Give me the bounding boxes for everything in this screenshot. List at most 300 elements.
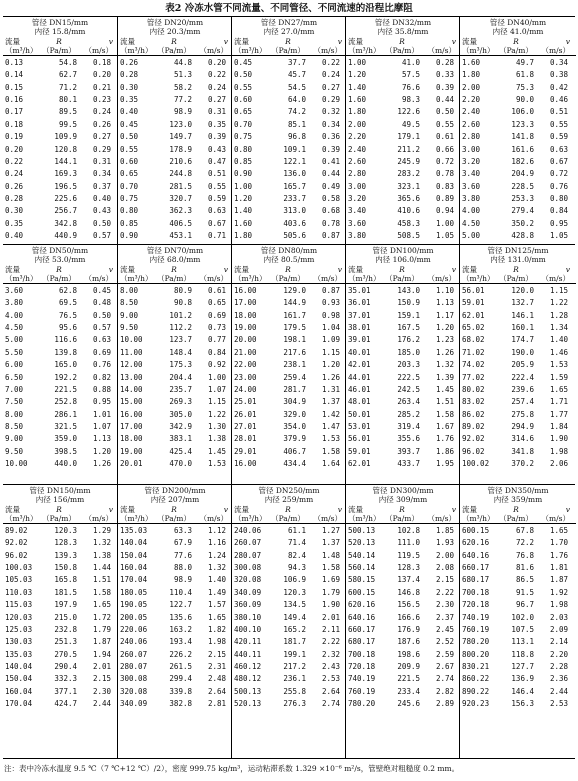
resistance-cell: 508.5 (397, 231, 420, 241)
unit-header-row (346, 514, 460, 524)
velocity-cell: 0.80 (549, 193, 568, 203)
velocity-cell: 1.90 (549, 434, 568, 444)
pipe-size-block (345, 485, 460, 759)
flow-cell: 125.03 (5, 624, 33, 634)
table-row (460, 384, 576, 396)
flow-cell: 160.04 (5, 686, 33, 696)
table-row (232, 396, 346, 408)
table-row (118, 119, 232, 131)
resistance-cell: 403.6 (283, 218, 306, 228)
velocity-cell: 2.45 (435, 624, 454, 634)
flow-cell: 760.19 (348, 686, 376, 696)
resistance-cell: 62.7 (58, 70, 77, 80)
resistance-cell: 190.0 (511, 347, 534, 357)
velocity-cell: 1.16 (207, 538, 226, 548)
velocity-cell: 2.15 (207, 649, 226, 659)
velocity-cell: 1.71 (549, 397, 568, 407)
flow-cell: 10.00 (5, 459, 28, 469)
resistance-unit: （Pa/m） (42, 46, 76, 55)
flow-cell: 2.40 (462, 107, 481, 117)
resistance-cell: 281.7 (283, 384, 306, 394)
velocity-cell: 1.57 (207, 600, 226, 610)
resistance-cell: 320.7 (169, 193, 192, 203)
resistance-cell: 233.7 (283, 193, 306, 203)
flow-cell: 0.19 (5, 132, 24, 142)
velocity-header: v (337, 37, 342, 46)
resistance-cell: 398.5 (54, 446, 77, 456)
resistance-cell: 156.3 (511, 699, 534, 709)
table-row (3, 94, 117, 106)
table-row (3, 168, 117, 180)
velocity-cell: 1.58 (321, 446, 340, 456)
velocity-cell: 0.27 (207, 95, 226, 105)
resistance-cell: 313.0 (283, 206, 306, 216)
resistance-cell: 362.3 (169, 206, 192, 216)
velocity-cell: 0.98 (321, 310, 340, 320)
flow-cell: 9.50 (5, 446, 24, 456)
flow-cell: 96.02 (462, 446, 485, 456)
velocity-cell: 1.20 (92, 446, 111, 456)
velocity-header: v (223, 265, 228, 274)
velocity-cell: 0.55 (207, 181, 226, 191)
resistance-cell: 276.3 (283, 699, 306, 709)
flow-header: 流量 (5, 37, 20, 46)
flow-cell: 280.07 (234, 550, 262, 560)
resistance-cell: 90.0 (515, 95, 534, 105)
table-row (3, 458, 117, 470)
velocity-cell: 1.70 (549, 538, 568, 548)
resistance-cell: 222.5 (397, 372, 420, 382)
velocity-cell: 0.44 (321, 169, 340, 179)
velocity-cell: 1.58 (92, 587, 111, 597)
flow-cell: 20.00 (234, 335, 257, 345)
flow-cell: 140.04 (120, 538, 148, 548)
velocity-cell: 1.46 (549, 347, 568, 357)
data-rows (3, 57, 117, 242)
flow-cell: 3.20 (348, 193, 367, 203)
pipe-inner-diameter: 内径 27.0/mm (263, 27, 315, 36)
flow-cell: 5.50 (5, 347, 24, 357)
resistance-cell: 80.9 (173, 286, 192, 295)
flow-unit: （m³/h） (234, 514, 267, 523)
flow-cell: 11.00 (120, 347, 143, 357)
velocity-unit: （m/s） (427, 514, 456, 523)
table-row (460, 156, 576, 168)
flow-cell: 8.50 (5, 421, 24, 431)
flow-unit: （m³/h） (348, 274, 381, 283)
flow-cell: 3.00 (462, 144, 481, 154)
resistance-cell: 63.3 (173, 526, 192, 535)
pipe-nominal-size: 管径 DN300/mm (372, 486, 434, 495)
velocity-cell: 2.64 (321, 686, 340, 696)
table-row (232, 57, 346, 69)
flow-cell: 0.26 (5, 181, 24, 191)
resistance-cell: 321.5 (54, 421, 77, 431)
flow-cell: 86.02 (462, 409, 485, 419)
velocity-cell: 2.52 (435, 637, 454, 647)
flow-cell: 2.00 (462, 82, 481, 92)
velocity-header: v (451, 37, 456, 46)
velocity-cell: 1.51 (92, 575, 111, 585)
pipe-size-block (459, 17, 576, 244)
table-row (346, 57, 460, 69)
resistance-cell: 221.5 (397, 674, 420, 684)
resistance-cell: 57.5 (401, 70, 420, 80)
table-row (460, 458, 576, 470)
table-row (460, 57, 576, 69)
resistance-header: R (513, 265, 519, 274)
pipe-size-block (459, 245, 576, 485)
table-row (460, 297, 576, 309)
table-row (3, 384, 117, 396)
velocity-cell: 0.28 (435, 58, 454, 67)
resistance-cell: 44.8 (173, 58, 192, 67)
unit-header-row (3, 514, 117, 524)
table-row (460, 230, 576, 242)
velocity-cell: 1.37 (321, 397, 340, 407)
resistance-cell: 259.4 (283, 372, 306, 382)
flow-cell: 92.02 (462, 434, 485, 444)
resistance-cell: 251.3 (54, 637, 77, 647)
resistance-cell: 99.5 (58, 119, 77, 129)
table-row (346, 82, 460, 94)
flow-cell: 300.08 (234, 563, 262, 573)
resistance-cell: 225.6 (54, 193, 77, 203)
pipe-inner-diameter: 内径 259/mm (264, 495, 314, 504)
table-row (118, 57, 232, 69)
flow-cell: 3.60 (5, 286, 24, 295)
table-row (118, 69, 232, 81)
flow-cell: 6.50 (5, 372, 24, 382)
velocity-cell: 2.74 (321, 699, 340, 709)
table-row (3, 297, 117, 309)
velocity-cell: 0.55 (435, 119, 454, 129)
pipe-inner-diameter: 内径 35.8/mm (377, 27, 429, 36)
pipe-inner-diameter: 内径 156/mm (35, 495, 85, 504)
velocity-cell: 1.86 (435, 446, 454, 456)
flow-cell: 16.00 (234, 459, 257, 469)
resistance-cell: 370.2 (511, 459, 534, 469)
table-row (232, 698, 346, 710)
flow-header: 流量 (348, 37, 363, 46)
table-row (118, 686, 232, 698)
flow-cell: 3.00 (348, 181, 367, 191)
velocity-cell: 1.79 (92, 624, 111, 634)
velocity-cell: 2.08 (435, 563, 454, 573)
velocity-cell: 0.35 (207, 119, 226, 129)
pipe-nominal-size: 管径 DN100/mm (372, 246, 434, 255)
flow-cell: 260.07 (120, 649, 148, 659)
table-row (460, 218, 576, 230)
flow-cell: 27.01 (234, 421, 257, 431)
velocity-cell: 1.20 (435, 323, 454, 333)
resistance-cell: 314.6 (511, 434, 534, 444)
flow-cell: 420.11 (234, 637, 262, 647)
velocity-cell: 0.24 (207, 82, 226, 92)
velocity-cell: 1.98 (549, 446, 568, 456)
velocity-cell: 0.76 (549, 181, 568, 191)
table-band (3, 484, 575, 759)
resistance-cell: 217.6 (283, 347, 306, 357)
velocity-cell: 2.14 (549, 637, 568, 647)
table-row (3, 612, 117, 624)
resistance-cell: 150.8 (54, 563, 77, 573)
resistance-cell: 76.8 (515, 550, 534, 560)
table-row (232, 525, 346, 537)
resistance-header: R (513, 37, 519, 46)
resistance-cell: 286.1 (54, 409, 77, 419)
velocity-cell: 0.39 (321, 144, 340, 154)
flow-cell: 35.01 (348, 286, 371, 295)
flow-cell: 3.40 (348, 206, 367, 216)
table-row (118, 612, 232, 624)
resistance-cell: 217.2 (283, 661, 306, 671)
pipe-nominal-size: 管径 DN15/mm (31, 18, 89, 27)
pipe-nominal-size: 管径 DN80/mm (260, 246, 318, 255)
flow-cell: 600.15 (462, 526, 490, 535)
velocity-cell: 0.24 (321, 70, 340, 80)
column-header-row (460, 265, 576, 274)
unit-header-row (3, 274, 117, 284)
velocity-cell: 2.44 (549, 686, 568, 696)
flow-header: 流量 (234, 37, 249, 46)
velocity-cell: 1.38 (207, 434, 226, 444)
resistance-unit: （Pa/m） (385, 46, 419, 55)
velocity-cell: 0.21 (92, 82, 111, 92)
flow-cell: 50.01 (348, 409, 371, 419)
resistance-cell: 294.9 (511, 421, 534, 431)
unit-header-row (460, 514, 576, 524)
resistance-header: R (285, 37, 291, 46)
table-row (460, 372, 576, 384)
velocity-cell: 0.50 (92, 310, 111, 320)
velocity-cell: 2.89 (435, 699, 454, 709)
velocity-header: v (223, 505, 228, 514)
table-row (232, 218, 346, 230)
flow-cell: 1.00 (348, 58, 367, 67)
resistance-cell: 215.0 (54, 612, 77, 622)
velocity-cell: 0.39 (207, 132, 226, 142)
resistance-cell: 98.9 (173, 107, 192, 117)
velocity-unit: （m/s） (84, 514, 113, 523)
table-row (3, 574, 117, 586)
flow-cell: 0.35 (5, 218, 24, 228)
resistance-unit: （Pa/m） (157, 514, 191, 523)
table-row (460, 168, 576, 180)
velocity-cell: 2.43 (321, 661, 340, 671)
unit-header-row (118, 274, 232, 284)
resistance-cell: 41.0 (401, 58, 420, 67)
table-row (3, 409, 117, 421)
flow-unit: （m³/h） (120, 514, 153, 523)
flow-cell: 150.04 (5, 674, 33, 684)
resistance-header: R (171, 505, 177, 514)
resistance-cell: 122.6 (397, 107, 420, 117)
flow-cell: 4.00 (5, 310, 24, 320)
flow-header: 流量 (234, 265, 249, 274)
table-row (3, 285, 117, 297)
resistance-cell: 123.3 (511, 119, 534, 129)
velocity-cell: 2.64 (207, 686, 226, 696)
velocity-cell: 1.45 (435, 384, 454, 394)
resistance-cell: 169.3 (54, 169, 77, 179)
resistance-cell: 275.8 (511, 409, 534, 419)
resistance-cell: 377.1 (54, 686, 77, 696)
flow-cell: 10.00 (120, 335, 143, 345)
velocity-cell: 2.82 (435, 686, 454, 696)
table-row (3, 230, 117, 242)
flow-cell: 720.18 (348, 661, 376, 671)
flow-cell: 15.00 (120, 397, 143, 407)
resistance-cell: 69.5 (58, 298, 77, 308)
table-row (460, 119, 576, 131)
flow-cell: 520.13 (234, 699, 262, 709)
flow-cell: 110.03 (5, 587, 33, 597)
table-row (118, 359, 232, 371)
flow-cell: 62.01 (348, 459, 371, 469)
table-row (3, 144, 117, 156)
table-row (346, 94, 460, 106)
pipe-size-block (231, 485, 346, 759)
resistance-header: R (56, 505, 62, 514)
velocity-cell: 1.13 (92, 434, 111, 444)
resistance-cell: 149.7 (169, 132, 192, 142)
velocity-cell: 1.42 (321, 409, 340, 419)
velocity-cell: 1.53 (321, 434, 340, 444)
flow-cell: 83.02 (462, 397, 485, 407)
table-row (346, 550, 460, 562)
velocity-cell: 1.10 (435, 286, 454, 295)
table-row (118, 587, 232, 599)
resistance-cell: 165.0 (54, 360, 77, 370)
table-row (3, 525, 117, 537)
flow-cell: 0.90 (234, 169, 253, 179)
velocity-cell: 0.65 (207, 298, 226, 308)
table-row (346, 205, 460, 217)
pipe-size-block (117, 485, 232, 759)
pipe-inner-diameter: 内径 53.0/mm (34, 255, 86, 264)
velocity-cell: 1.45 (207, 446, 226, 456)
resistance-cell: 176.2 (397, 335, 420, 345)
velocity-cell: 0.95 (92, 397, 111, 407)
flow-cell: 890.22 (462, 686, 490, 696)
velocity-header: v (337, 505, 342, 514)
resistance-cell: 379.9 (283, 434, 306, 444)
flow-cell: 0.65 (234, 107, 253, 117)
table-row (460, 661, 576, 673)
unit-header-row (232, 274, 346, 284)
resistance-cell: 98.3 (401, 95, 420, 105)
table-row (232, 587, 346, 599)
velocity-cell: 0.69 (92, 347, 111, 357)
flow-cell: 0.60 (234, 95, 253, 105)
velocity-unit: （m/s） (427, 274, 456, 283)
velocity-cell: 1.44 (92, 563, 111, 573)
table-row (3, 193, 117, 205)
resistance-cell: 96.7 (515, 600, 534, 610)
flow-header: 流量 (462, 265, 477, 274)
flow-cell: 37.01 (348, 310, 371, 320)
flow-cell: 0.24 (5, 169, 24, 179)
velocity-cell: 2.30 (435, 600, 454, 610)
pipe-size-block (231, 17, 346, 244)
table-row (346, 168, 460, 180)
table-row (118, 181, 232, 193)
flow-cell: 720.18 (462, 600, 490, 610)
table-row (346, 131, 460, 143)
velocity-header: v (565, 505, 570, 514)
resistance-cell: 182.6 (511, 156, 534, 166)
flow-cell: 0.60 (120, 156, 139, 166)
velocity-cell: 0.76 (92, 360, 111, 370)
velocity-cell: 1.32 (435, 360, 454, 370)
velocity-cell: 0.57 (92, 323, 111, 333)
flow-cell: 0.30 (120, 82, 139, 92)
flow-cell: 17.00 (120, 421, 143, 431)
table-row (346, 409, 460, 421)
table-row (346, 673, 460, 685)
resistance-cell: 211.2 (397, 144, 420, 154)
velocity-cell: 0.61 (207, 286, 226, 295)
velocity-header: v (451, 505, 456, 514)
table-row (460, 94, 576, 106)
velocity-cell: 0.67 (549, 156, 568, 166)
pipe-inner-diameter: 内径 41.0/mm (492, 27, 544, 36)
unit-header-row (232, 514, 346, 524)
table-row (460, 562, 576, 574)
pipe-nominal-size: 管径 DN350/mm (487, 486, 549, 495)
flow-cell: 29.01 (234, 446, 257, 456)
flow-cell: 300.08 (120, 674, 148, 684)
flow-header: 流量 (348, 265, 363, 274)
velocity-cell: 2.20 (549, 649, 568, 659)
flow-cell: 92.02 (5, 538, 28, 548)
pipe-nominal-size: 管径 DN70/mm (146, 246, 204, 255)
flow-cell: 680.17 (348, 637, 376, 647)
resistance-cell: 95.6 (58, 323, 77, 333)
flow-cell: 4.00 (462, 206, 481, 216)
column-header-row (346, 505, 460, 514)
velocity-cell: 0.34 (549, 58, 568, 67)
resistance-cell: 165.7 (283, 181, 306, 191)
resistance-unit: （Pa/m） (385, 274, 419, 283)
flow-cell: 1.20 (348, 70, 367, 80)
flow-cell: 2.40 (348, 144, 367, 154)
flow-cell: 89.02 (5, 526, 28, 535)
velocity-cell: 1.72 (92, 612, 111, 622)
flow-cell: 1.00 (234, 181, 253, 191)
flow-cell: 1.40 (234, 206, 253, 216)
velocity-cell: 0.36 (321, 132, 340, 142)
table-row (346, 446, 460, 458)
table-row (460, 636, 576, 648)
resistance-cell: 101.2 (169, 310, 192, 320)
flow-cell: 0.45 (234, 58, 253, 67)
resistance-cell: 45.7 (287, 70, 306, 80)
resistance-cell: 383.1 (169, 434, 192, 444)
flow-cell: 0.45 (120, 119, 139, 129)
table-row (232, 649, 346, 661)
resistance-cell: 67.9 (173, 538, 192, 548)
table-row (460, 649, 576, 661)
resistance-cell: 129.0 (283, 286, 306, 295)
flow-cell: 340.09 (120, 699, 148, 709)
pipe-inner-diameter: 内径 68.0/mm (149, 255, 201, 264)
flow-cell: 620.16 (462, 538, 490, 548)
resistance-cell: 269.3 (169, 397, 192, 407)
resistance-cell: 175.3 (169, 360, 192, 370)
table-row (346, 310, 460, 322)
